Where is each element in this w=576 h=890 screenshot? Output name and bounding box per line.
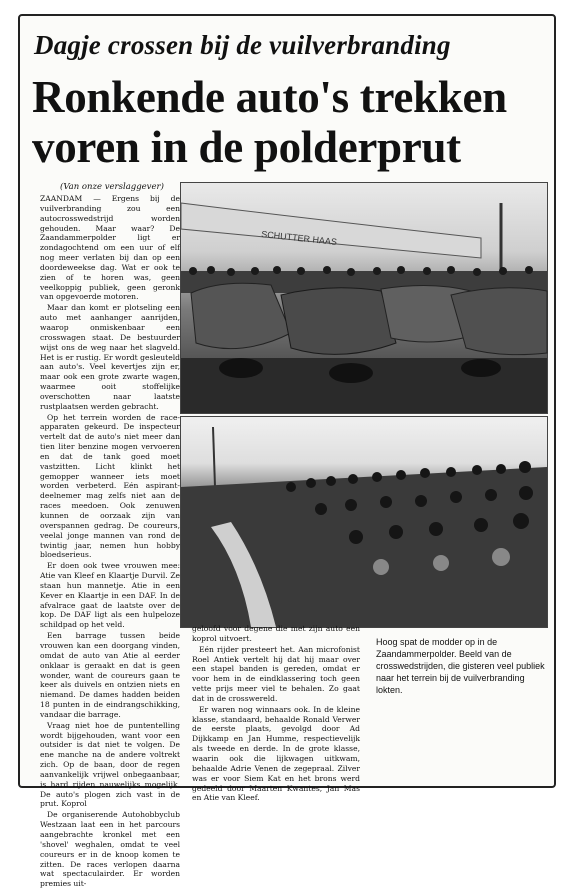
article-column-1 bbox=[40, 194, 180, 890]
spectators-photo-drawing bbox=[181, 417, 547, 627]
article-headline: Ronkende auto's trekken voren in de polderprut bbox=[32, 72, 507, 172]
paragraph: Vraag niet hoe de puntentelling wordt bijgehouden, want voor een outsider is dat niet te volgen. De ene manche na de andere voltrekt zich. Op de baan, door de regen aanvankelijk vrijwel onbegaanbaar, is hard rijden nauwelijks mogelijk. De auto's plogen zich vast in de prut. Koprol bbox=[40, 720, 180, 809]
paragraph: Op het terrein worden de race-apparaten gekeurd. De inspecteur vertelt dat de auto's niet meer dan tien liter benzine mogen vervoeren en dat de tank goed moet vastzitten. Licht klinkt het gemopper wanneer iets moet worden verbeterd. Eén aspirant-deelnemer mag zelfs niet aan de races meedoen. Ook zenuwen kunnen de oorzaak zijn van overspannen gedrag. De coureurs, veelal jonge mannen van rond de twintig jaar, nemen hun hobby bloedserieus. bbox=[40, 412, 180, 560]
paragraph: geloofd voor degene die met zijn auto een koprol uitvoert. bbox=[192, 624, 360, 643]
paragraph: Er waren nog winnaars ook. In de kleine klasse, standaard, behaalde Ronald Verwer de eerste plaats, gevolgd door Ad Dijkkamp en Jan Humme, respectievelijk als tweede en derde. In de grote klasse, waarin ook die lijkwagen uitkwam, behaalde Adrie Venen de zegepraal. Zilver was er voor Siem Kat en het brons werd gedeeld door Maarten Kwantes, Jan Mas en Atie van Kleef. bbox=[192, 704, 360, 803]
banner-text: SCHUTTER HAAS bbox=[260, 229, 338, 247]
paragraph: Eén rijder presteert het. Aan microfonist Roel Antiek vertelt hij dat hij maar over een stapel banden is gereden, omdat er voor hem in de eindklassering toch geen vette prijs meer viel te behalen. Zo gaat dat in de crosswereld. bbox=[192, 644, 360, 703]
race-cars-photo bbox=[180, 182, 548, 414]
paragraph: ZAANDAM — Ergens bij de vuilverbranding zou een autocrosswedstrijd worden gehouden. Maar waar? De Zaandammerpolder ligt er zondagochtend om een uur of elf nog meer verlaten bij dan op een doordeweekse dag. Wat er ook te zien of te horen was, geen veelkoppig publiek, geen geronk van opgevoerde motoren. bbox=[40, 194, 180, 302]
newspaper-clipping bbox=[18, 14, 556, 889]
article-byline: (Van onze verslaggever) bbox=[60, 182, 164, 192]
paragraph: Er doen ook twee vrouwen mee: Atie van Kleef en Klaartje Durvil. Ze staan hun mannetje. Atie in een Kever en Klaartje in een DAF. In de afvalrace gaat de laatste over de kop. De DAF ligt als een hulpeloze schildpad op het veld. bbox=[40, 561, 180, 630]
paragraph: Een barrage tussen beide vrouwen kan een doorgang vinden, omdat de auto van Atie al eerder onklaar is geraakt en dat is geen wonder, want de coureurs gaan te keer als duivels en ontzien niets en niemand. De dames hadden beiden 18 punten in de eindrangschikking, vandaar die barrage. bbox=[40, 631, 180, 719]
article-column-2 bbox=[192, 624, 360, 804]
paragraph: De organiserende Autohobbyclub Westzaan laat een in het parcours aangebrachte kronkel met een 'shovel' weghalen, omdat te veel coureurs er in de knoop komen te zitten. De races verlopen daarna wat spectaculairder. Er worden premies uit- bbox=[40, 810, 180, 889]
race-cars-photo-drawing bbox=[181, 183, 547, 413]
paragraph: Maar dan komt er plotseling een auto met aanhanger aanrijden, waarop onmiskenbaar een crosswagen staat. De bestuurder wijst ons de weg naar het slagveld. Het is er rustig. Er wordt gesleuteld aan auto's. Veel kevertjes zijn er, maar ook een grote zwarte wagen, waarmee ooit stoffelijke overschotten naar laatste rustplaatsen werden gebracht. bbox=[40, 303, 180, 411]
spectators-photo bbox=[180, 416, 548, 628]
photo-caption: Hoog spat de modder op in de Zaandammerpolder. Beeld van de crosswedstrijden, die gisteren veel publiek naar het terrein bij de vuilverbranding lokten. bbox=[376, 637, 545, 695]
article-kicker: Dagje crossen bij de vuilverbranding bbox=[34, 30, 451, 60]
